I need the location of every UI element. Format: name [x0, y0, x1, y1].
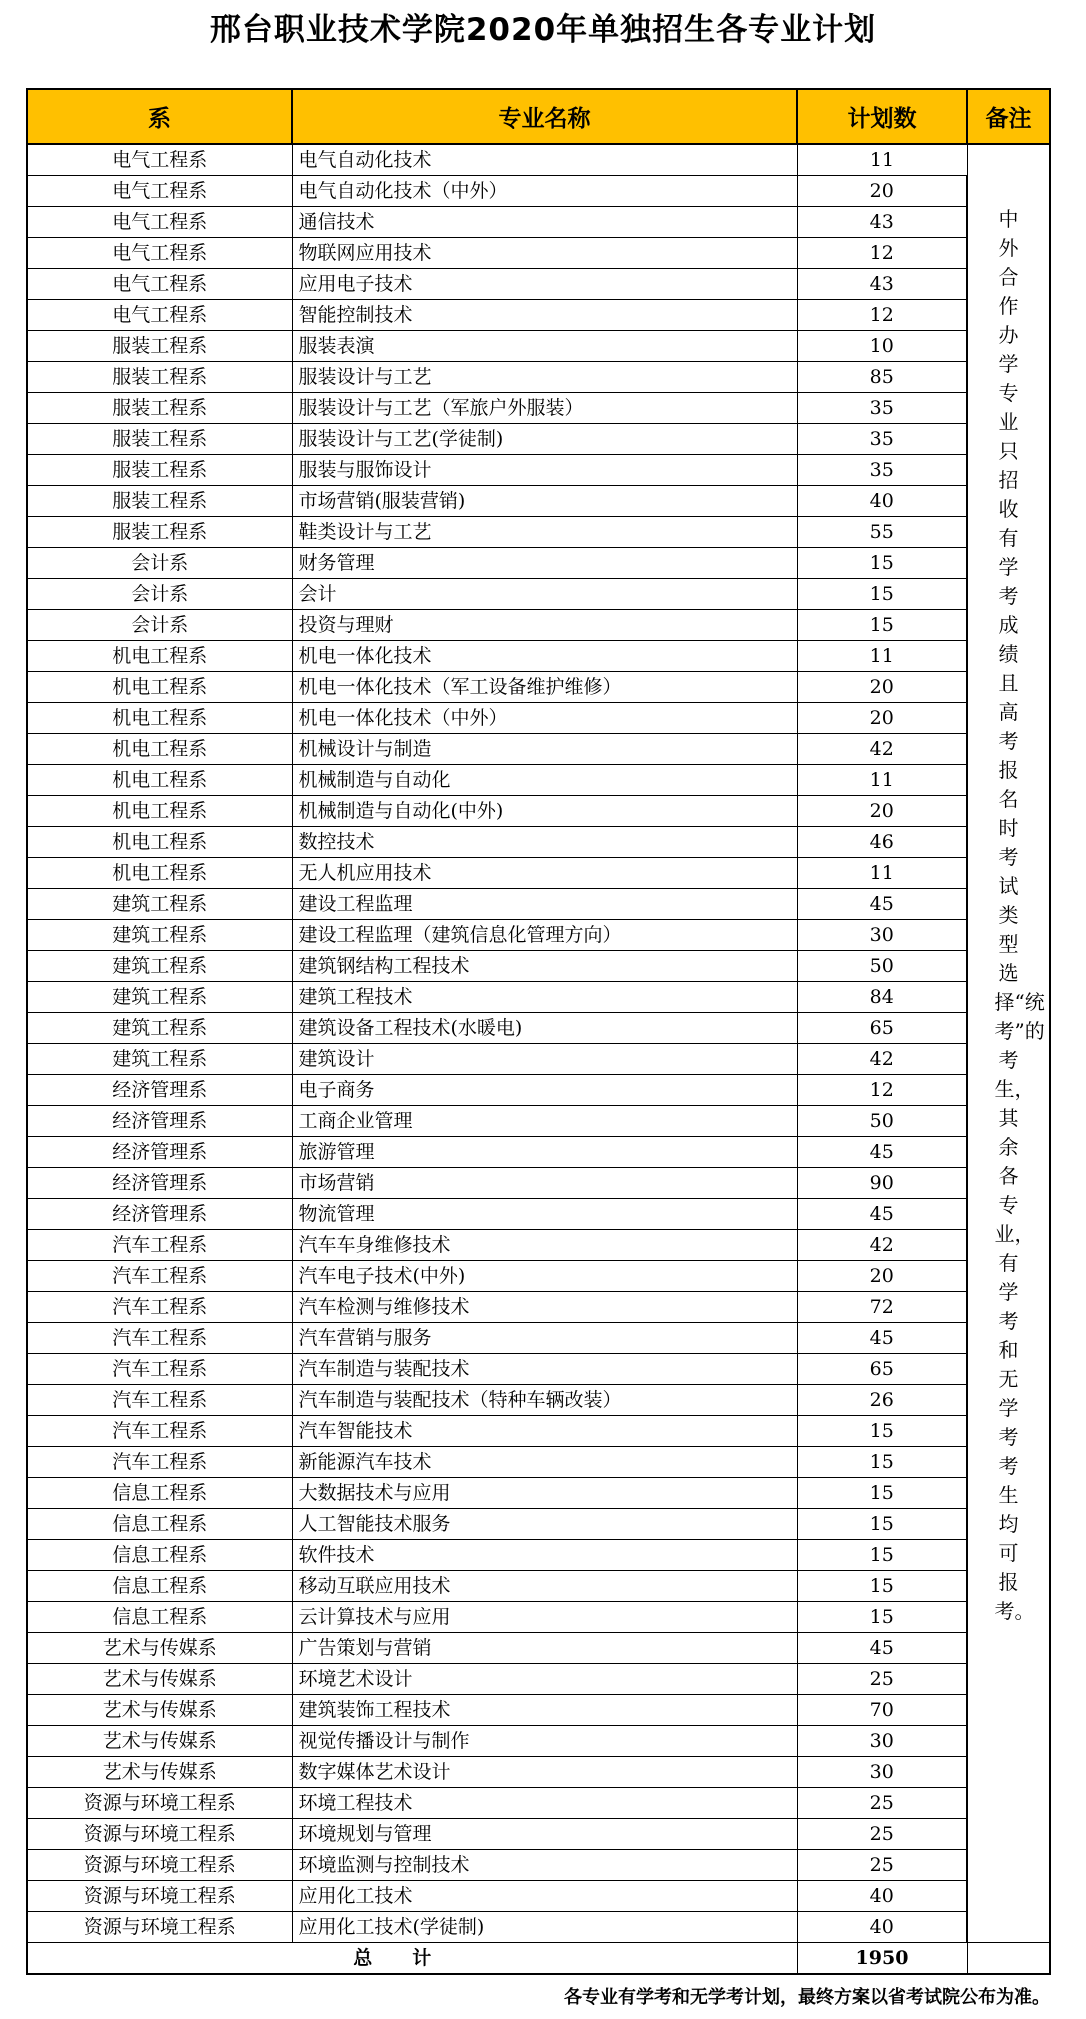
table-row	[27, 1633, 1050, 1664]
major-cell: 市场营销(服装营销)	[292, 486, 797, 517]
table-row	[27, 548, 1050, 579]
major-cell: 会计	[292, 579, 797, 610]
dept-cell: 机电工程系	[27, 672, 292, 703]
table-row	[27, 951, 1050, 982]
dept-cell: 经济管理系	[27, 1137, 292, 1168]
table-row	[27, 207, 1050, 238]
count-cell: 35	[797, 393, 967, 424]
footnote: 各专业有学考和无学考计划，最终方案以省考试院公布为准。	[564, 1987, 1050, 2008]
dept-cell: 信息工程系	[27, 1540, 292, 1571]
dept-cell: 资源与环境工程系	[27, 1881, 292, 1912]
count-cell: 45	[797, 1137, 967, 1168]
dept-cell: 电气工程系	[27, 144, 292, 176]
count-cell: 65	[797, 1013, 967, 1044]
major-cell: 汽车制造与装配技术	[292, 1354, 797, 1385]
dept-cell: 电气工程系	[27, 300, 292, 331]
table-row	[27, 144, 1050, 176]
dept-cell: 服装工程系	[27, 455, 292, 486]
count-cell: 15	[797, 1571, 967, 1602]
table-row	[27, 1478, 1050, 1509]
major-cell: 服装表演	[292, 331, 797, 362]
dept-cell: 服装工程系	[27, 424, 292, 455]
dept-cell: 服装工程系	[27, 486, 292, 517]
table-row	[27, 1695, 1050, 1726]
major-cell: 软件技术	[292, 1540, 797, 1571]
enrollment-plan-table	[26, 88, 1051, 1975]
dept-cell: 资源与环境工程系	[27, 1788, 292, 1819]
dept-cell: 电气工程系	[27, 207, 292, 238]
major-cell: 电子商务	[292, 1075, 797, 1106]
table-row	[27, 300, 1050, 331]
count-cell: 25	[797, 1850, 967, 1881]
table-row	[27, 517, 1050, 548]
table-row	[27, 1354, 1050, 1385]
page-title: 邢台职业技术学院2020年单独招生各专业计划	[209, 12, 877, 48]
dept-cell: 机电工程系	[27, 703, 292, 734]
dept-cell: 经济管理系	[27, 1106, 292, 1137]
major-cell: 智能控制技术	[292, 300, 797, 331]
count-cell: 20	[797, 176, 967, 207]
table-row	[27, 827, 1050, 858]
count-cell: 12	[797, 238, 967, 269]
table-row	[27, 455, 1050, 486]
major-cell: 环境监测与控制技术	[292, 1850, 797, 1881]
major-cell: 应用化工技术	[292, 1881, 797, 1912]
dept-cell: 机电工程系	[27, 765, 292, 796]
table-row	[27, 1168, 1050, 1199]
table-row	[27, 1912, 1050, 1943]
count-cell: 46	[797, 827, 967, 858]
major-cell: 汽车电子技术(中外)	[292, 1261, 797, 1292]
dept-cell: 艺术与传媒系	[27, 1664, 292, 1695]
table-row	[27, 1137, 1050, 1168]
count-cell: 20	[797, 703, 967, 734]
count-cell: 45	[797, 1199, 967, 1230]
table-row	[27, 1726, 1050, 1757]
count-cell: 42	[797, 1044, 967, 1075]
major-cell: 机械设计与制造	[292, 734, 797, 765]
count-cell: 20	[797, 1261, 967, 1292]
header-dept: 系	[27, 89, 292, 144]
count-cell: 65	[797, 1354, 967, 1385]
major-cell: 环境规划与管理	[292, 1819, 797, 1850]
table-row	[27, 858, 1050, 889]
header-note: 备注	[967, 89, 1050, 144]
dept-cell: 资源与环境工程系	[27, 1850, 292, 1881]
table-row	[27, 982, 1050, 1013]
count-cell: 11	[797, 144, 967, 176]
header-major: 专业名称	[292, 89, 797, 144]
major-cell: 数控技术	[292, 827, 797, 858]
major-cell: 物流管理	[292, 1199, 797, 1230]
count-cell: 15	[797, 548, 967, 579]
count-cell: 30	[797, 1726, 967, 1757]
table-row	[27, 1044, 1050, 1075]
count-cell: 25	[797, 1664, 967, 1695]
major-cell: 投资与理财	[292, 610, 797, 641]
dept-cell: 电气工程系	[27, 176, 292, 207]
major-cell: 工商企业管理	[292, 1106, 797, 1137]
count-cell: 12	[797, 300, 967, 331]
table-header-row	[27, 89, 1050, 144]
major-cell: 无人机应用技术	[292, 858, 797, 889]
table-row	[27, 1385, 1050, 1416]
major-cell: 建筑设计	[292, 1044, 797, 1075]
table-row	[27, 1075, 1050, 1106]
table-row	[27, 1261, 1050, 1292]
major-cell: 财务管理	[292, 548, 797, 579]
table-row	[27, 1323, 1050, 1354]
table-row	[27, 889, 1050, 920]
major-cell: 建筑工程技术	[292, 982, 797, 1013]
major-cell: 机电一体化技术	[292, 641, 797, 672]
major-cell: 机械制造与自动化	[292, 765, 797, 796]
table-row	[27, 1602, 1050, 1633]
dept-cell: 建筑工程系	[27, 889, 292, 920]
dept-cell: 经济管理系	[27, 1168, 292, 1199]
count-cell: 84	[797, 982, 967, 1013]
count-cell: 55	[797, 517, 967, 548]
count-cell: 20	[797, 672, 967, 703]
note-text: 中外合作办学专业只招收有学考成绩且高考报名时考试类型选择“统考”的考生，其余各专业，有学考和无学考考生均可报考。	[994, 207, 1045, 1623]
count-cell: 20	[797, 796, 967, 827]
table-row	[27, 424, 1050, 455]
dept-cell: 会计系	[27, 548, 292, 579]
dept-cell: 建筑工程系	[27, 1044, 292, 1075]
major-cell: 数字媒体艺术设计	[292, 1757, 797, 1788]
table-row	[27, 765, 1050, 796]
dept-cell: 建筑工程系	[27, 920, 292, 951]
dept-cell: 建筑工程系	[27, 951, 292, 982]
major-cell: 新能源汽车技术	[292, 1447, 797, 1478]
count-cell: 30	[797, 1757, 967, 1788]
note-cell	[967, 144, 1050, 1943]
count-cell: 25	[797, 1819, 967, 1850]
dept-cell: 汽车工程系	[27, 1447, 292, 1478]
dept-cell: 信息工程系	[27, 1509, 292, 1540]
table-row	[27, 1013, 1050, 1044]
dept-cell: 建筑工程系	[27, 1013, 292, 1044]
table-row	[27, 486, 1050, 517]
dept-cell: 汽车工程系	[27, 1416, 292, 1447]
dept-cell: 汽车工程系	[27, 1354, 292, 1385]
count-cell: 85	[797, 362, 967, 393]
count-cell: 40	[797, 1881, 967, 1912]
table-row	[27, 1199, 1050, 1230]
major-cell: 服装设计与工艺(学徒制)	[292, 424, 797, 455]
dept-cell: 经济管理系	[27, 1075, 292, 1106]
major-cell: 汽车车身维修技术	[292, 1230, 797, 1261]
table-row	[27, 1850, 1050, 1881]
dept-cell: 机电工程系	[27, 827, 292, 858]
major-cell: 服装与服饰设计	[292, 455, 797, 486]
major-cell: 建设工程监理（建筑信息化管理方向）	[292, 920, 797, 951]
major-cell: 建筑钢结构工程技术	[292, 951, 797, 982]
table-row	[27, 1819, 1050, 1850]
count-cell: 43	[797, 269, 967, 300]
dept-cell: 电气工程系	[27, 238, 292, 269]
major-cell: 建筑装饰工程技术	[292, 1695, 797, 1726]
dept-cell: 经济管理系	[27, 1199, 292, 1230]
table-row	[27, 641, 1050, 672]
dept-cell: 机电工程系	[27, 858, 292, 889]
major-cell: 视觉传播设计与制作	[292, 1726, 797, 1757]
major-cell: 环境艺术设计	[292, 1664, 797, 1695]
major-cell: 汽车智能技术	[292, 1416, 797, 1447]
count-cell: 11	[797, 765, 967, 796]
header-count: 计划数	[797, 89, 967, 144]
table-row	[27, 1447, 1050, 1478]
table-row	[27, 1788, 1050, 1819]
dept-cell: 信息工程系	[27, 1478, 292, 1509]
table-row	[27, 920, 1050, 951]
count-cell: 15	[797, 1602, 967, 1633]
total-label: 总计	[353, 1947, 472, 1969]
dept-cell: 会计系	[27, 579, 292, 610]
table-row	[27, 1540, 1050, 1571]
count-cell: 42	[797, 734, 967, 765]
major-cell: 建设工程监理	[292, 889, 797, 920]
major-cell: 物联网应用技术	[292, 238, 797, 269]
dept-cell: 艺术与传媒系	[27, 1757, 292, 1788]
dept-cell: 艺术与传媒系	[27, 1695, 292, 1726]
count-cell: 35	[797, 424, 967, 455]
table-row	[27, 1664, 1050, 1695]
count-cell: 45	[797, 889, 967, 920]
count-cell: 15	[797, 610, 967, 641]
count-cell: 15	[797, 1540, 967, 1571]
count-cell: 12	[797, 1075, 967, 1106]
major-cell: 应用电子技术	[292, 269, 797, 300]
count-cell: 25	[797, 1788, 967, 1819]
count-cell: 40	[797, 1912, 967, 1943]
count-cell: 11	[797, 641, 967, 672]
dept-cell: 服装工程系	[27, 362, 292, 393]
dept-cell: 机电工程系	[27, 641, 292, 672]
count-cell: 15	[797, 579, 967, 610]
major-cell: 汽车检测与维修技术	[292, 1292, 797, 1323]
table-row	[27, 362, 1050, 393]
major-cell: 市场营销	[292, 1168, 797, 1199]
count-cell: 45	[797, 1633, 967, 1664]
count-cell: 70	[797, 1695, 967, 1726]
count-cell: 15	[797, 1447, 967, 1478]
major-cell: 移动互联应用技术	[292, 1571, 797, 1602]
table-row	[27, 331, 1050, 362]
table-row	[27, 1230, 1050, 1261]
major-cell: 机电一体化技术（军工设备维护维修）	[292, 672, 797, 703]
table-row	[27, 734, 1050, 765]
dept-cell: 资源与环境工程系	[27, 1819, 292, 1850]
table-row	[27, 672, 1050, 703]
dept-cell: 汽车工程系	[27, 1385, 292, 1416]
count-cell: 35	[797, 455, 967, 486]
count-cell: 43	[797, 207, 967, 238]
major-cell: 鞋类设计与工艺	[292, 517, 797, 548]
count-cell: 11	[797, 858, 967, 889]
major-cell: 机电一体化技术（中外）	[292, 703, 797, 734]
major-cell: 通信技术	[292, 207, 797, 238]
table-row	[27, 1416, 1050, 1447]
count-cell: 90	[797, 1168, 967, 1199]
dept-cell: 机电工程系	[27, 796, 292, 827]
major-cell: 人工智能技术服务	[292, 1509, 797, 1540]
dept-cell: 汽车工程系	[27, 1292, 292, 1323]
dept-cell: 艺术与传媒系	[27, 1726, 292, 1757]
table-row	[27, 1292, 1050, 1323]
table-row	[27, 1106, 1050, 1137]
major-cell: 云计算技术与应用	[292, 1602, 797, 1633]
count-cell: 15	[797, 1509, 967, 1540]
dept-cell: 服装工程系	[27, 331, 292, 362]
count-cell: 30	[797, 920, 967, 951]
dept-cell: 汽车工程系	[27, 1261, 292, 1292]
major-cell: 电气自动化技术	[292, 144, 797, 176]
count-cell: 45	[797, 1323, 967, 1354]
table-row	[27, 703, 1050, 734]
count-cell: 15	[797, 1478, 967, 1509]
count-cell: 50	[797, 1106, 967, 1137]
count-cell: 15	[797, 1416, 967, 1447]
table-row	[27, 1757, 1050, 1788]
table-body	[27, 144, 1050, 1974]
dept-cell: 会计系	[27, 610, 292, 641]
count-cell: 42	[797, 1230, 967, 1261]
table-row	[27, 393, 1050, 424]
dept-cell: 服装工程系	[27, 517, 292, 548]
count-cell: 50	[797, 951, 967, 982]
major-cell: 大数据技术与应用	[292, 1478, 797, 1509]
count-cell: 72	[797, 1292, 967, 1323]
dept-cell: 电气工程系	[27, 269, 292, 300]
dept-cell: 建筑工程系	[27, 982, 292, 1013]
count-cell: 10	[797, 331, 967, 362]
major-cell: 广告策划与营销	[292, 1633, 797, 1664]
major-cell: 应用化工技术(学徒制)	[292, 1912, 797, 1943]
table-row	[27, 1881, 1050, 1912]
dept-cell: 艺术与传媒系	[27, 1633, 292, 1664]
total-row	[27, 1943, 1050, 1975]
major-cell: 服装设计与工艺	[292, 362, 797, 393]
major-cell: 环境工程技术	[292, 1788, 797, 1819]
dept-cell: 机电工程系	[27, 734, 292, 765]
count-cell: 26	[797, 1385, 967, 1416]
dept-cell: 资源与环境工程系	[27, 1912, 292, 1943]
dept-cell: 信息工程系	[27, 1571, 292, 1602]
dept-cell: 服装工程系	[27, 393, 292, 424]
table-row	[27, 269, 1050, 300]
table-row	[27, 579, 1050, 610]
dept-cell: 汽车工程系	[27, 1323, 292, 1354]
major-cell: 机械制造与自动化(中外)	[292, 796, 797, 827]
table-row	[27, 610, 1050, 641]
major-cell: 汽车制造与装配技术（特种车辆改装）	[292, 1385, 797, 1416]
table-row	[27, 238, 1050, 269]
major-cell: 服装设计与工艺（军旅户外服装）	[292, 393, 797, 424]
dept-cell: 汽车工程系	[27, 1230, 292, 1261]
table-row	[27, 1509, 1050, 1540]
major-cell: 汽车营销与服务	[292, 1323, 797, 1354]
table-row	[27, 176, 1050, 207]
dept-cell: 信息工程系	[27, 1602, 292, 1633]
count-cell: 40	[797, 486, 967, 517]
table-row	[27, 796, 1050, 827]
total-label-cell	[27, 1943, 797, 1975]
major-cell: 建筑设备工程技术(水暖电)	[292, 1013, 797, 1044]
major-cell: 电气自动化技术（中外）	[292, 176, 797, 207]
major-cell: 旅游管理	[292, 1137, 797, 1168]
total-value: 1950	[797, 1943, 967, 1975]
total-note-cell	[967, 1943, 1050, 1975]
table-row	[27, 1571, 1050, 1602]
